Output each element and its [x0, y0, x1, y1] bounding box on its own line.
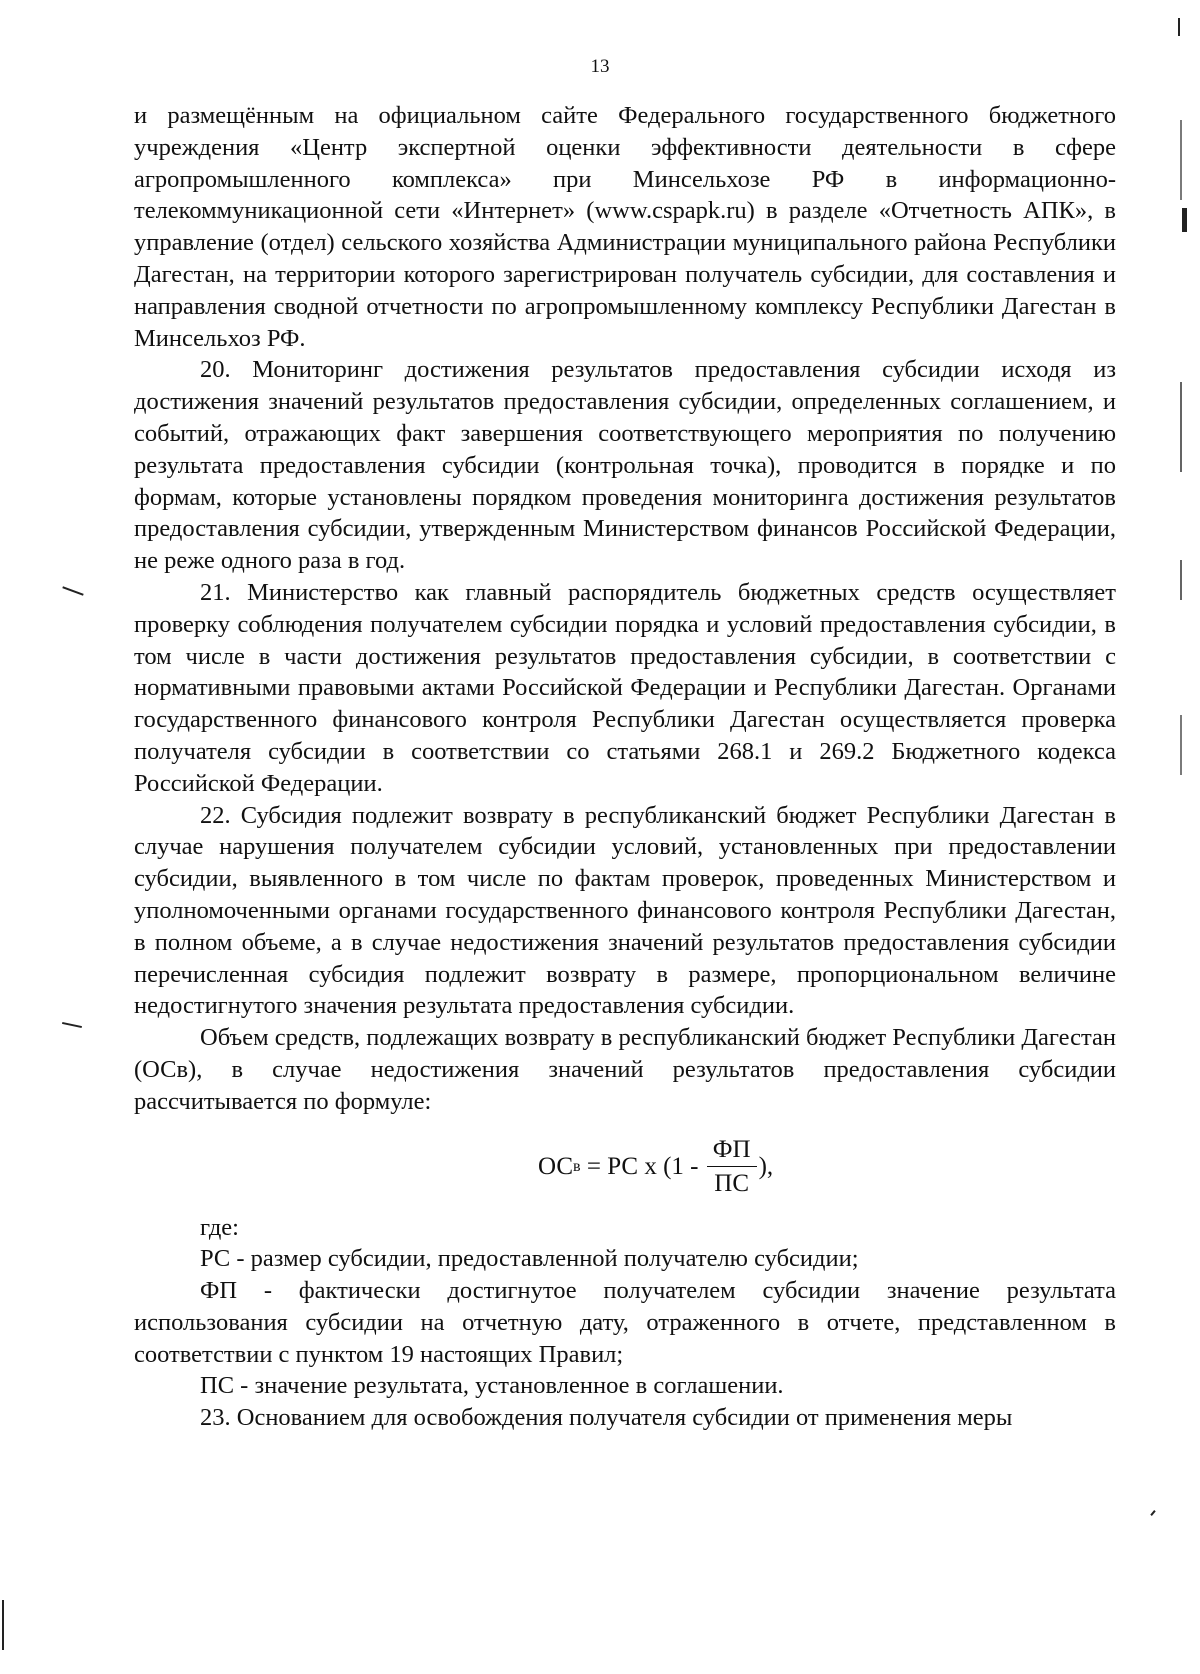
page-number: 13 [590, 56, 610, 77]
paragraph-continuation: и размещённым на официальном сайте Федерального государственного бюджетного учреждения «Центр экспертной оценки эффективности деятельности в сфере агропромышленного комплекса» при Минсельхозе РФ в информационно-телекоммуникационной сети «Интернет» (www.cspapk.ru) в разделе «Отчетность АПК», в управление (отдел) сельского хозяйства Администрации муниципального района Республики Дагестан, на территории которого зарегистрирован получатель субсидии, для составления и направления сводной отчетности по агропромышленному комплексу Республики Дагестан в Минсельхоз РФ. [134, 102, 1116, 352]
scan-margin-mark [62, 1022, 82, 1028]
scan-edge-mark [2, 1600, 4, 1650]
formula-fraction [707, 1134, 757, 1201]
scan-margin-mark [62, 586, 83, 595]
scan-edge-mark [1182, 208, 1187, 232]
formula-denominator: ПС [714, 1170, 750, 1198]
formula-tail: ), [758, 1152, 774, 1180]
scan-margin-mark [1150, 1510, 1155, 1516]
formula-lhs-subscript: в [573, 1157, 581, 1175]
formula-numerator: ФП [707, 1134, 757, 1168]
scan-edge-mark [1178, 18, 1180, 36]
scan-edge-mark [1180, 560, 1182, 600]
formula-lhs: ОС [538, 1152, 574, 1180]
formula-middle: = РС х (1 - [580, 1152, 705, 1180]
paragraph-return-volume: Объем средств, подлежащих возврату в республиканский бюджет Республики Дагестан (ОСв), в случае недостижения значений результатов предоставления субсидии рассчитывается по формуле: [134, 1024, 1116, 1115]
scan-edge-mark [1180, 382, 1182, 472]
scan-edge-mark [1180, 715, 1182, 775]
definition-fp: ФП - фактически достигнутое получателем субсидии значение результата использования субсидии на отчетную дату, отраженного в отчете, представленном в соответствии с пунктом 19 настоящих Правил; [134, 1277, 1116, 1368]
definition-ps: ПС - значение результата, установленное в соглашении. [200, 1372, 784, 1400]
definition-rs: РС - размер субсидии, предоставленной получателю субсидии; [200, 1245, 859, 1273]
paragraph-23: 23. Основанием для освобождения получателя субсидии от применения меры [200, 1404, 1013, 1432]
return-formula [538, 1134, 773, 1201]
paragraph-21: 21. Министерство как главный распорядитель бюджетных средств осуществляет проверку соблюдения получателем субсидии порядка и условий предоставления субсидии, в том числе в части достижения результатов предоставления субсидии, в соответствии с нормативными правовыми актами Российской Федерации и Республики Дагестан. Органами государственного финансового контроля Республики Дагестан осуществляется проверка получателя субсидии в соответствии со статьями 268.1 и 269.2 Бюджетного кодекса Российской Федерации. [134, 578, 1116, 797]
where-label: где: [200, 1213, 239, 1241]
scan-edge-mark [1180, 120, 1182, 200]
paragraph-22: 22. Субсидия подлежит возврату в республиканский бюджет Республики Дагестан в случае нарушения получателем субсидии условий, установленных при предоставлении субсидии, выявленного в том числе по фактам проверок, проведенных Министерством и уполномоченными органами государственного финансового контроля Республики Дагестан, в полном объеме, а в случае недостижения значений результатов предоставления субсидии перечисленная субсидия подлежит возврату в размере, пропорциональном величине недостигнутого значения результата предоставления субсидии. [134, 801, 1116, 1020]
document-body [134, 100, 1116, 1434]
paragraph-20: 20. Мониторинг достижения результатов предоставления субсидии исходя из достижения значений результатов предоставления субсидии, определенных соглашением, и событий, отражающих факт завершения соответствующего мероприятия по получению результата предоставления субсидии (контрольная точка), проводится в порядке и по формам, которые установлены порядком проведения мониторинга достижения результатов предоставления субсидии, утвержденным Министерством финансов Российской Федерации, не реже одного раза в год. [134, 356, 1116, 575]
formula-block [134, 1118, 1116, 1212]
